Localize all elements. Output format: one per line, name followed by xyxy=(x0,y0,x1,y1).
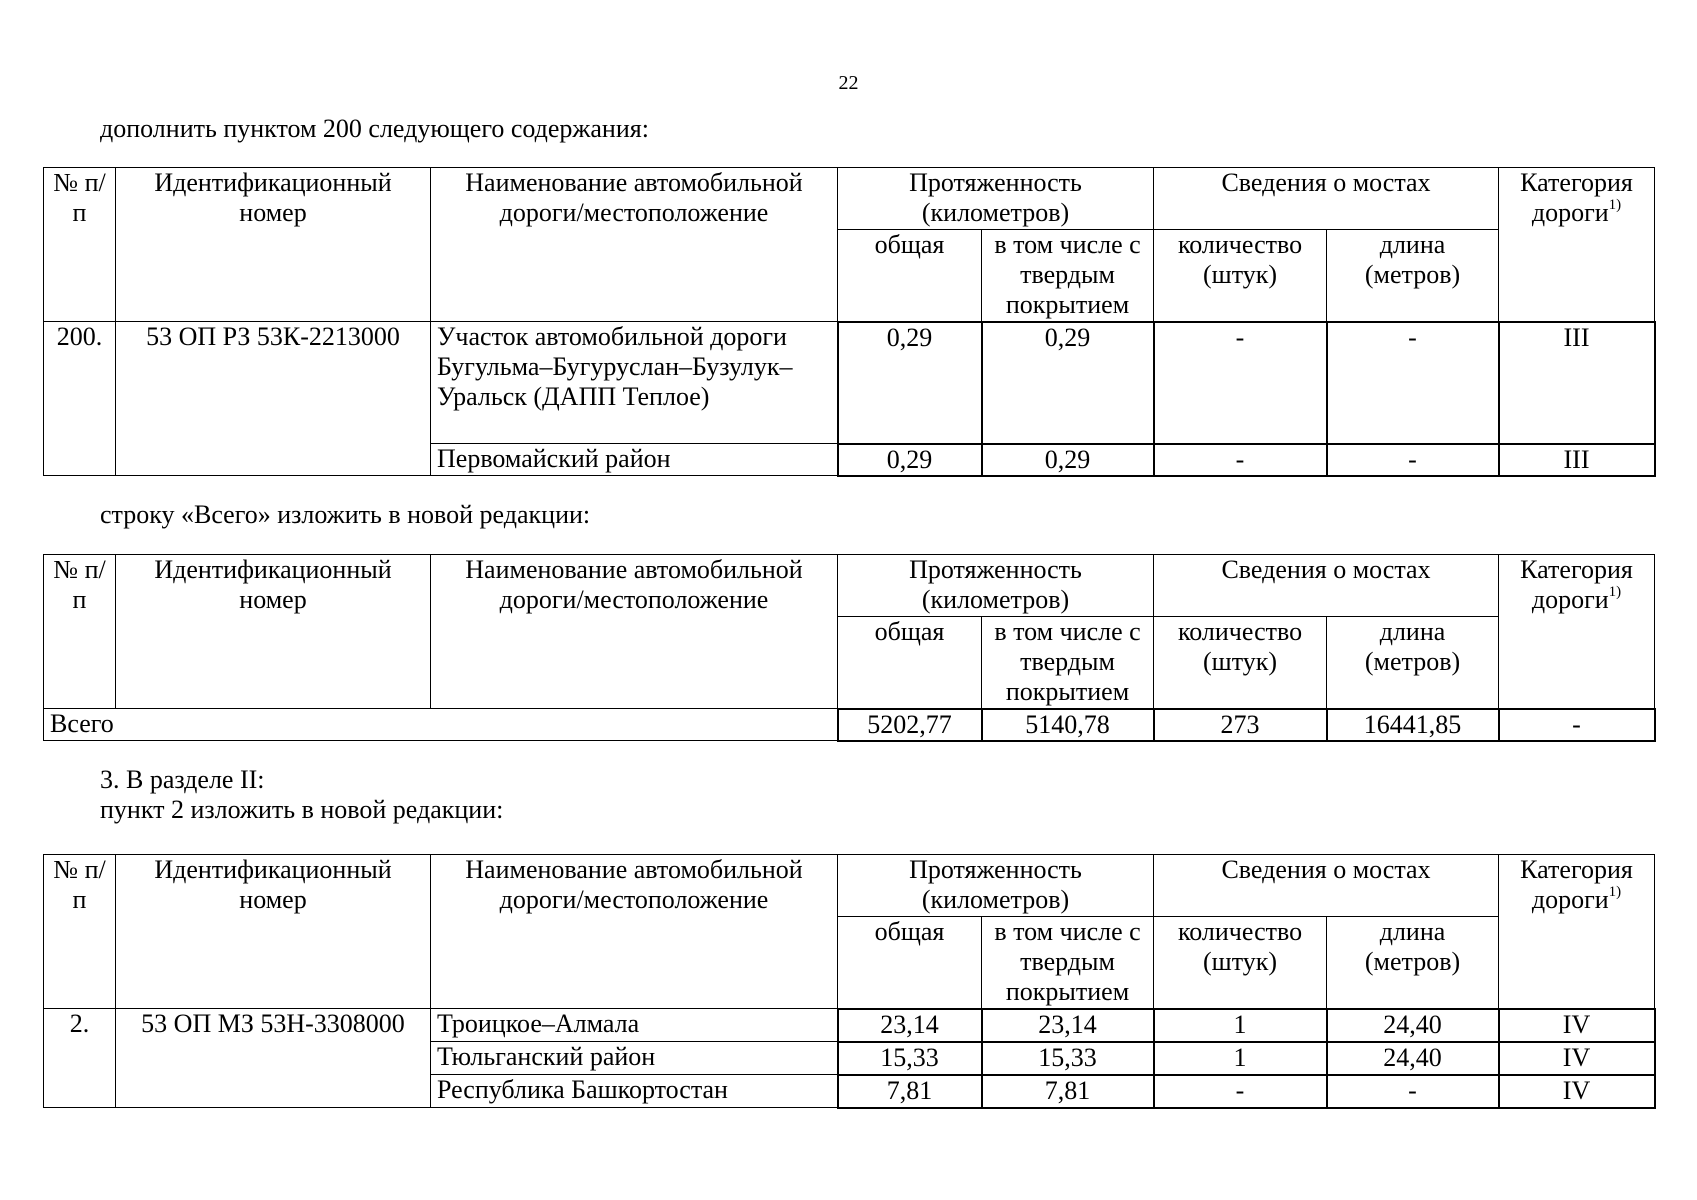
cell-category: - xyxy=(1499,709,1655,741)
cell-bridge-length: - xyxy=(1327,444,1499,476)
cell-total-label: Всего xyxy=(44,709,838,741)
road-table-2 xyxy=(43,554,1656,742)
cell-id: 53 ОП МЗ 53Н-3308000 xyxy=(116,1009,431,1108)
cell-count: - xyxy=(1154,1075,1327,1108)
cell-total: 7,81 xyxy=(838,1075,982,1108)
cell-paved: 0,29 xyxy=(982,444,1154,476)
page-number: 22 xyxy=(838,72,859,94)
header-name: Наименование автомобильной дороги/местоположение xyxy=(431,555,838,709)
cell-category: IV xyxy=(1499,1042,1655,1075)
header-category: Категория дороги$^{1)}$ xyxy=(1499,855,1655,1009)
header-count: количество (штук) xyxy=(1154,230,1327,322)
header-bridge-length: длина (метров) xyxy=(1327,230,1499,322)
header-total: общая xyxy=(838,230,982,322)
cell-category: IV xyxy=(1499,1075,1655,1108)
cell-name: Тюльганский район xyxy=(431,1042,838,1075)
header-category: Категория дороги$^{1)}$ xyxy=(1499,555,1655,709)
cell-total: 15,33 xyxy=(838,1042,982,1075)
cell-total: 0,29 xyxy=(838,444,982,476)
header-paved: в том числе с твердым покрытием xyxy=(982,917,1154,1009)
header-name: Наименование автомобильной дороги/местоположение xyxy=(431,855,838,1009)
cell-num: 2. xyxy=(44,1009,116,1108)
header-id: Идентификационный номер xyxy=(116,555,431,709)
cell-name: Участок автомобильной дороги Бугульма–Бугуруслан–Бузулук–Уральск (ДАПП Теплое) xyxy=(431,322,838,444)
cell-name: Троицкое–Алмала xyxy=(431,1009,838,1042)
cell-bridge-length: - xyxy=(1327,322,1499,444)
cell-bridge-length: 24,40 xyxy=(1327,1042,1499,1075)
header-length: Протяженность (километров) xyxy=(838,555,1154,617)
cell-paved: 23,14 xyxy=(982,1009,1154,1042)
cell-category: III xyxy=(1499,444,1655,476)
header-paved: в том числе с твердым покрытием xyxy=(982,617,1154,709)
cell-id: 53 ОП РЗ 53К-2213000 xyxy=(116,322,431,476)
header-length: Протяженность (километров) xyxy=(838,168,1154,230)
header-total: общая xyxy=(838,917,982,1009)
cell-bridge-length: 16441,85 xyxy=(1327,709,1499,741)
cell-count: 1 xyxy=(1154,1042,1327,1075)
header-length: Протяженность (километров) xyxy=(838,855,1154,917)
cell-total: 23,14 xyxy=(838,1009,982,1042)
cell-bridge-length: 24,40 xyxy=(1327,1009,1499,1042)
header-bridge-length: длина (метров) xyxy=(1327,617,1499,709)
cell-paved: 15,33 xyxy=(982,1042,1154,1075)
cell-total: 5202,77 xyxy=(838,709,982,741)
header-id: Идентификационный номер xyxy=(116,855,431,1009)
cell-bridge-length: - xyxy=(1327,1075,1499,1108)
header-total: общая xyxy=(838,617,982,709)
cell-total: 0,29 xyxy=(838,322,982,444)
cell-count: - xyxy=(1154,444,1327,476)
section-heading: 3. В разделе II: xyxy=(100,765,265,794)
header-num: № п/п xyxy=(44,168,116,322)
header-bridge-length: длина (метров) xyxy=(1327,917,1499,1009)
cell-count: - xyxy=(1154,322,1327,444)
cell-paved: 7,81 xyxy=(982,1075,1154,1108)
cell-count: 273 xyxy=(1154,709,1327,741)
header-category: Категория дороги$^{1)}$ xyxy=(1499,168,1655,322)
header-id: Идентификационный номер xyxy=(116,168,431,322)
header-num: № п/п xyxy=(44,855,116,1009)
header-bridges: Сведения о мостах xyxy=(1154,855,1499,917)
cell-num: 200. xyxy=(44,322,116,476)
cell-category: III xyxy=(1499,322,1655,444)
cell-name: Республика Башкортостан xyxy=(431,1075,838,1108)
header-count: количество (штук) xyxy=(1154,617,1327,709)
header-bridges: Сведения о мостах xyxy=(1154,168,1499,230)
intro-paragraph-1: дополнить пунктом 200 следующего содержания: xyxy=(100,114,649,143)
cell-name: Первомайский район xyxy=(431,444,838,476)
cell-category: IV xyxy=(1499,1009,1655,1042)
header-bridges: Сведения о мостах xyxy=(1154,555,1499,617)
road-table-1 xyxy=(43,167,1656,477)
header-num: № п/п xyxy=(44,555,116,709)
intro-paragraph-3: пункт 2 изложить в новой редакции: xyxy=(100,795,504,824)
intro-paragraph-2: строку «Всего» изложить в новой редакции: xyxy=(100,500,591,529)
road-table-3 xyxy=(43,854,1656,1109)
header-name: Наименование автомобильной дороги/местоположение xyxy=(431,168,838,322)
cell-count: 1 xyxy=(1154,1009,1327,1042)
header-count: количество (штук) xyxy=(1154,917,1327,1009)
cell-paved: 5140,78 xyxy=(982,709,1154,741)
header-paved: в том числе с твердым покрытием xyxy=(982,230,1154,322)
cell-paved: 0,29 xyxy=(982,322,1154,444)
